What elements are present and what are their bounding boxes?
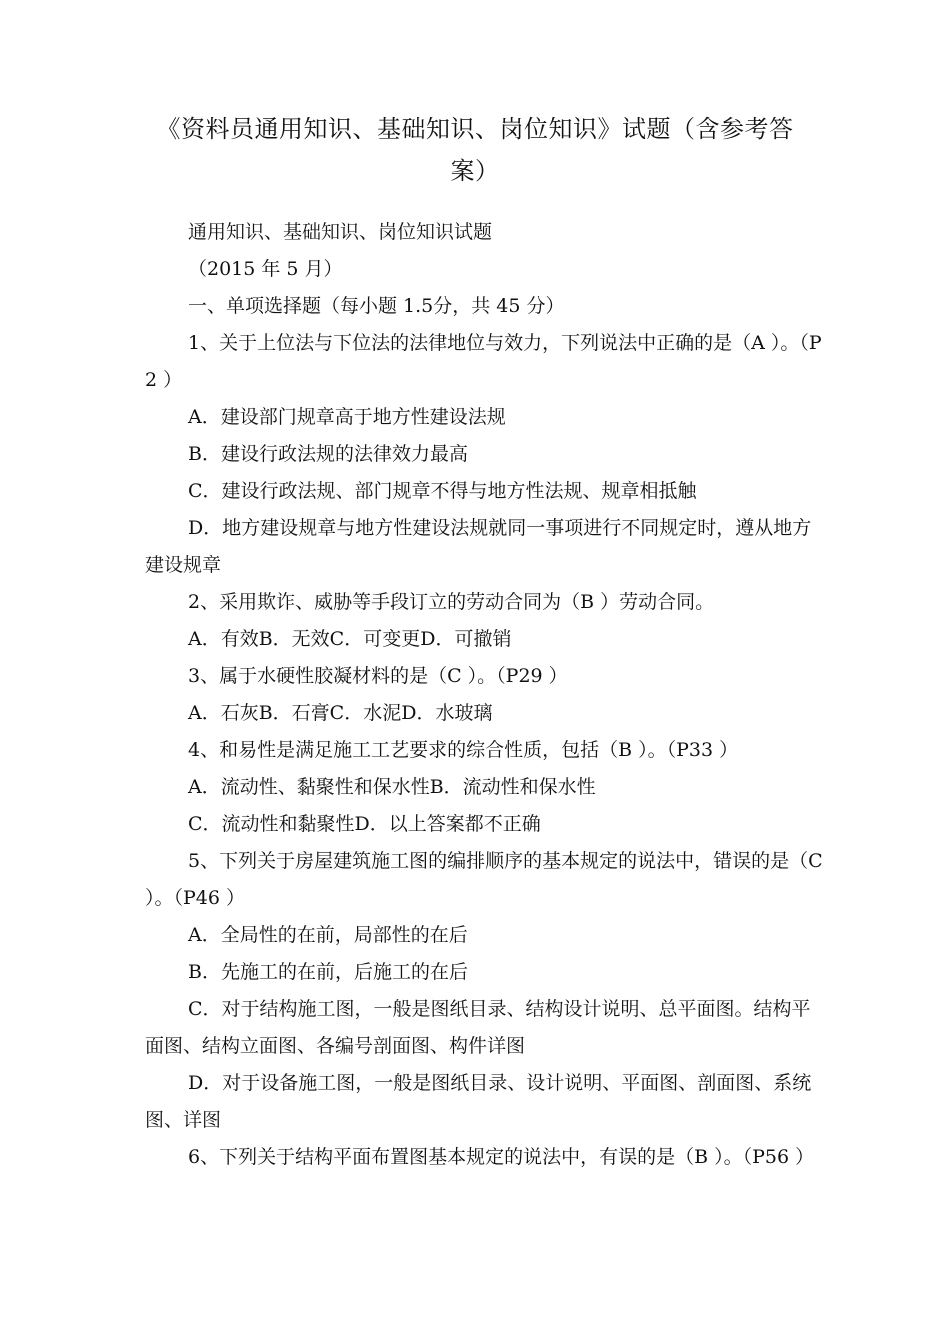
options-4-ab: A．流动性、黏聚性和保水性B．流动性和保水性	[188, 776, 596, 798]
paragraph: 一、单项选择题（每小题 1.5分，共 45 分）	[188, 295, 565, 317]
paragraph: 通用知识、基础知识、岗位知识试题	[188, 221, 493, 243]
option-1b: B．建设行政法规的法律效力最高	[188, 443, 468, 465]
option-5b: B．先施工的在前，后施工的在后	[188, 961, 468, 983]
question-2: 2、采用欺诈、威胁等手段订立的劳动合同为（B ）劳动合同。	[188, 591, 715, 613]
paragraph: （2015 年 5 月）	[188, 258, 343, 280]
question-1: 1、关于上位法与下位法的法律地位与效力，下列说法中正确的是（A ）。（P2 ）	[145, 332, 822, 391]
options-2: A．有效B．无效C．可变更D．可撤销	[188, 628, 512, 650]
option-1d: D．地方建设规章与地方性建设法规就同一事项进行不同规定时，遵从地方建设规章	[145, 517, 812, 576]
options-4-cd: C．流动性和黏聚性D．以上答案都不正确	[188, 813, 541, 835]
question-3: 3、属于水硬性胶凝材料的是（C ）。（P29 ）	[188, 665, 568, 687]
document-body	[145, 214, 825, 1176]
question-5: 5、下列关于房屋建筑施工图的编排顺序的基本规定的说法中，错误的是（C ）。（P46 ）	[145, 850, 823, 909]
document-title: 《资料员通用知识、基础知识、岗位知识》试题（含参考答案）	[156, 115, 794, 185]
option-5a: A．全局性的在前，局部性的在后	[188, 924, 468, 946]
option-5d: D．对于设备施工图，一般是图纸目录、设计说明、平面图、剖面图、系统图、详图	[145, 1072, 812, 1131]
options-3: A．石灰B．石膏C．水泥D．水玻璃	[188, 702, 493, 724]
question-6: 6、下列关于结构平面布置图基本规定的说法中，有误的是（B ）。（P56 ）	[188, 1146, 815, 1168]
option-1c: C．建设行政法规、部门规章不得与地方性法规、规章相抵触	[188, 480, 697, 502]
option-1a: A．建设部门规章高于地方性建设法规	[188, 406, 506, 428]
option-5c: C．对于结构施工图，一般是图纸目录、结构设计说明、总平面图。结构平面图、结构立面图、各编号剖面图、构件详图	[145, 998, 811, 1057]
question-4: 4、和易性是满足施工工艺要求的综合性质，包括（B ）。（P33 ）	[188, 739, 739, 761]
